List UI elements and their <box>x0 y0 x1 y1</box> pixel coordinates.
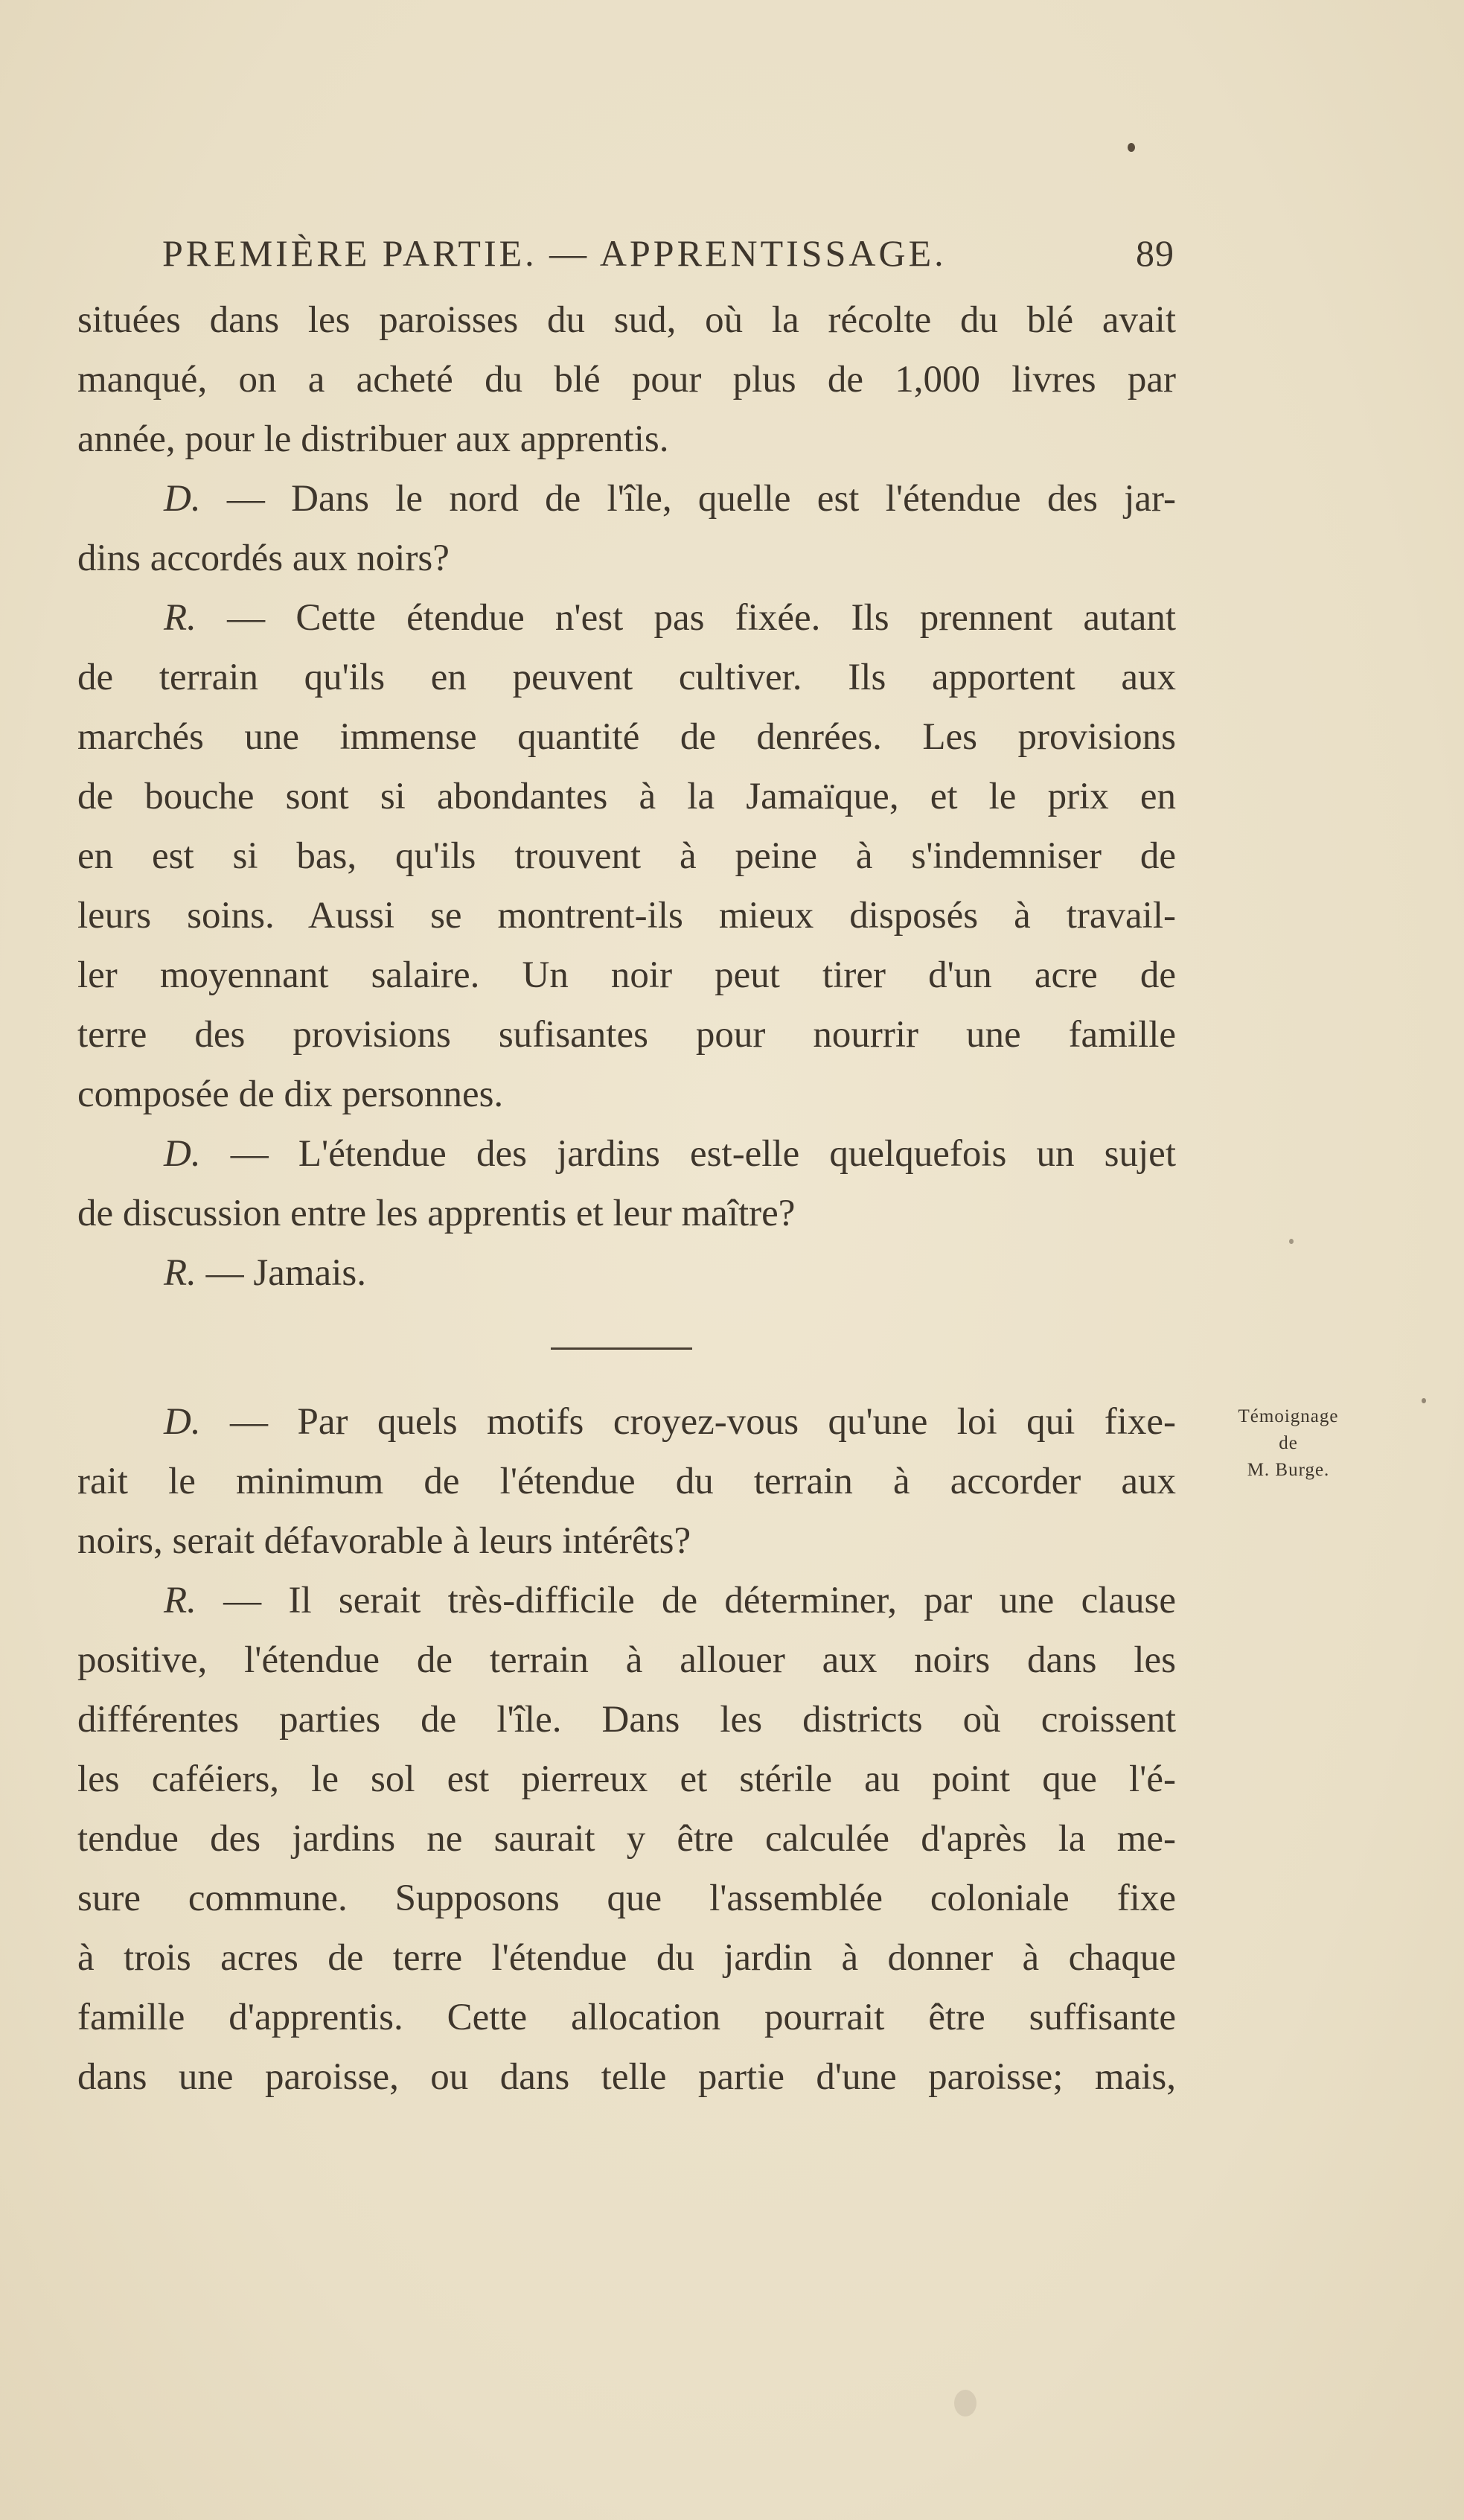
paper-stain <box>954 2390 976 2417</box>
text-line: à trois acres de terre l'étendue du jardin à donner à chaque <box>77 1937 1176 1979</box>
page-number: 89 <box>1136 232 1174 274</box>
text-line: en est si bas, qu'ils trouvent à peine à s'indemniser de <box>77 835 1176 877</box>
question-line: D. — L'étendue des jardins est-elle quelquefois un sujet <box>164 1133 1176 1175</box>
text-line: ler moyennant salaire. Un noir peut tirer d'un acre de <box>77 954 1176 996</box>
ink-speck <box>1289 1239 1294 1244</box>
question-line: D. — Par quels motifs croyez-vous qu'une loi qui fixe- <box>164 1401 1176 1443</box>
answer-label: R. <box>164 597 196 639</box>
text-line: famille d'apprentis. Cette allocation pourrait être suffisante <box>77 1997 1176 2038</box>
text-line: de terrain qu'ils en peuvent cultiver. Ils apportent aux <box>77 657 1176 698</box>
text-line: de bouche sont si abondantes à la Jamaïque, et le prix en <box>77 776 1176 817</box>
text-line: situées dans les paroisses du sud, où la récolte du blé avait <box>77 299 1176 341</box>
text-line: de discussion entre les apprentis et leur maître? <box>77 1193 796 1234</box>
answer-line: R. — Il serait très-difficile de déterminer, par une clause <box>164 1580 1176 1621</box>
question-label: D. <box>164 1401 201 1443</box>
text-line: terre des provisions sufisantes pour nourrir une famille <box>77 1014 1176 1056</box>
ink-speck <box>1422 1398 1426 1403</box>
ink-speck <box>1128 143 1135 152</box>
text-line: rait le minimum de l'étendue du terrain à accorder aux <box>77 1461 1176 1502</box>
text-line: positive, l'étendue de terrain à allouer aux noirs dans les <box>77 1639 1176 1681</box>
text-line: leurs soins. Aussi se montrent-ils mieux disposés à travail- <box>77 895 1176 937</box>
text-line: les caféiers, le sol est pierreux et stérile au point que l'é- <box>77 1758 1176 1800</box>
margin-note <box>1210 1403 1366 1484</box>
margin-note-line: Témoignage <box>1238 1406 1339 1426</box>
text-line: année, pour le distribuer aux apprentis. <box>77 418 669 460</box>
margin-note-line: de <box>1279 1433 1298 1453</box>
text-line: noirs, serait défavorable à leurs intérêts? <box>77 1520 691 1562</box>
question-label: D. <box>164 1133 201 1175</box>
running-header <box>162 223 1174 283</box>
answer-label: R. <box>164 1252 196 1294</box>
text-line: manqué, on a acheté du blé pour plus de 1,000 livres par <box>77 359 1176 401</box>
running-title: PREMIÈRE PARTIE. — APPRENTISSAGE. <box>162 232 947 274</box>
text-line: composée de dix personnes. <box>77 1074 504 1115</box>
section-divider <box>551 1347 692 1350</box>
text-line: marchés une immense quantité de denrées. Les provisions <box>77 716 1176 758</box>
answer-line: R. — Jamais. <box>164 1252 366 1294</box>
text-line: tendue des jardins ne saurait y être calculée d'après la me- <box>77 1818 1176 1860</box>
text-line: différentes parties de l'île. Dans les districts où croissent <box>77 1699 1176 1741</box>
text-line: dans une paroisse, ou dans telle partie d'une paroisse; mais, <box>77 2056 1176 2098</box>
answer-line: R. — Cette étendue n'est pas fixée. Ils prennent autant <box>164 597 1176 639</box>
question-label: D. <box>164 478 201 520</box>
margin-note-line: M. Burge. <box>1247 1460 1330 1480</box>
answer-label: R. <box>164 1580 196 1621</box>
question-line: D. — Dans le nord de l'île, quelle est l'étendue des jar- <box>164 478 1176 520</box>
text-line: dins accordés aux noirs? <box>77 538 450 579</box>
text-line: sure commune. Supposons que l'assemblée coloniale fixe <box>77 1878 1176 1919</box>
